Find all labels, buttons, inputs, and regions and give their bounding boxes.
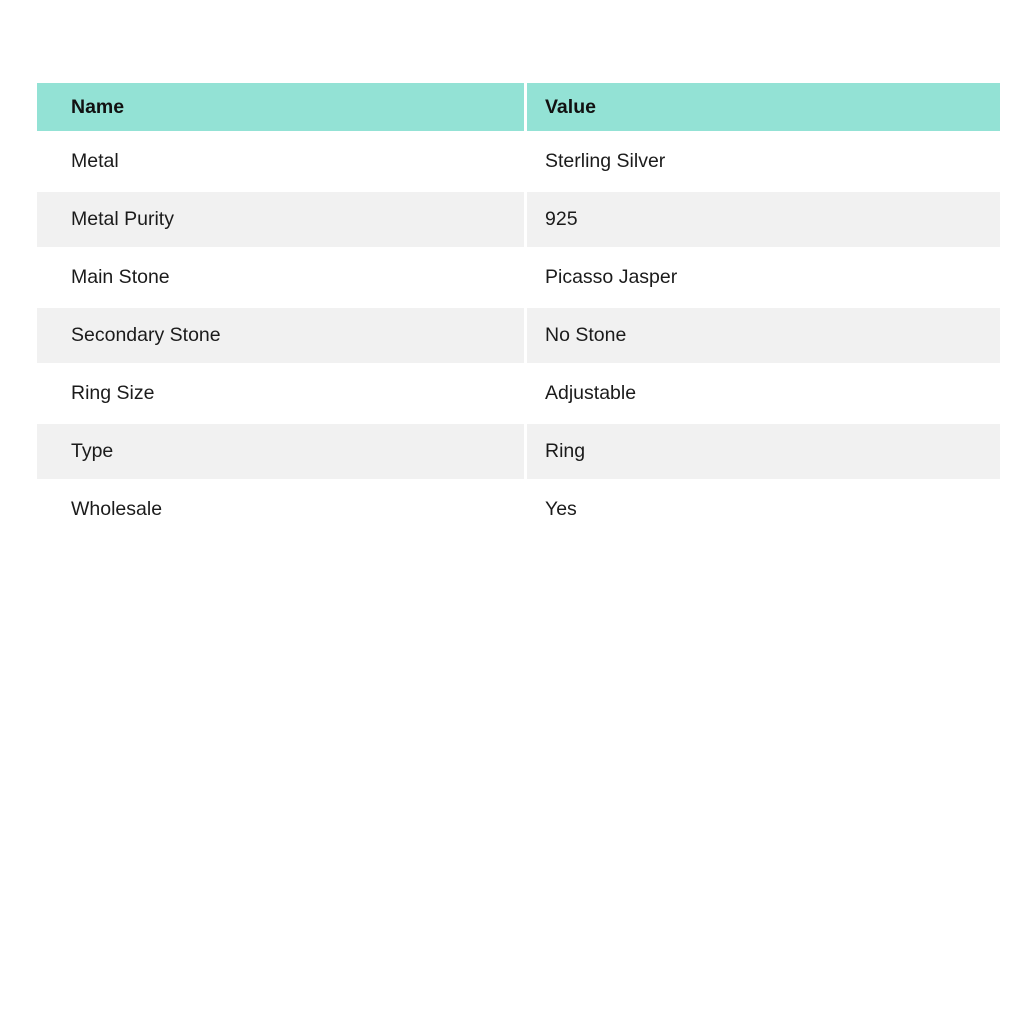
table-row	[37, 482, 1000, 537]
column-header-name: Name	[37, 83, 524, 131]
table-row	[37, 192, 1000, 247]
attribute-value-cell: No Stone	[527, 308, 1000, 363]
attribute-value-cell: Ring	[527, 424, 1000, 479]
attribute-name-cell: Wholesale	[37, 482, 524, 537]
table-row	[37, 308, 1000, 363]
attribute-name-cell: Type	[37, 424, 524, 479]
table-row	[37, 424, 1000, 479]
attribute-value-cell: Yes	[527, 482, 1000, 537]
table-row	[37, 366, 1000, 421]
attribute-value-cell: Adjustable	[527, 366, 1000, 421]
attribute-name-cell: Secondary Stone	[37, 308, 524, 363]
attribute-name-cell: Metal Purity	[37, 192, 524, 247]
table-header-row	[37, 83, 1000, 131]
attribute-value-cell: Picasso Jasper	[527, 250, 1000, 305]
attribute-name-cell: Main Stone	[37, 250, 524, 305]
attribute-value-cell: Sterling Silver	[527, 134, 1000, 189]
column-header-value: Value	[527, 83, 1000, 131]
attribute-value-cell: 925	[527, 192, 1000, 247]
product-attributes-table	[34, 80, 1003, 540]
table-row	[37, 250, 1000, 305]
attribute-name-cell: Metal	[37, 134, 524, 189]
attribute-name-cell: Ring Size	[37, 366, 524, 421]
table-row	[37, 134, 1000, 189]
